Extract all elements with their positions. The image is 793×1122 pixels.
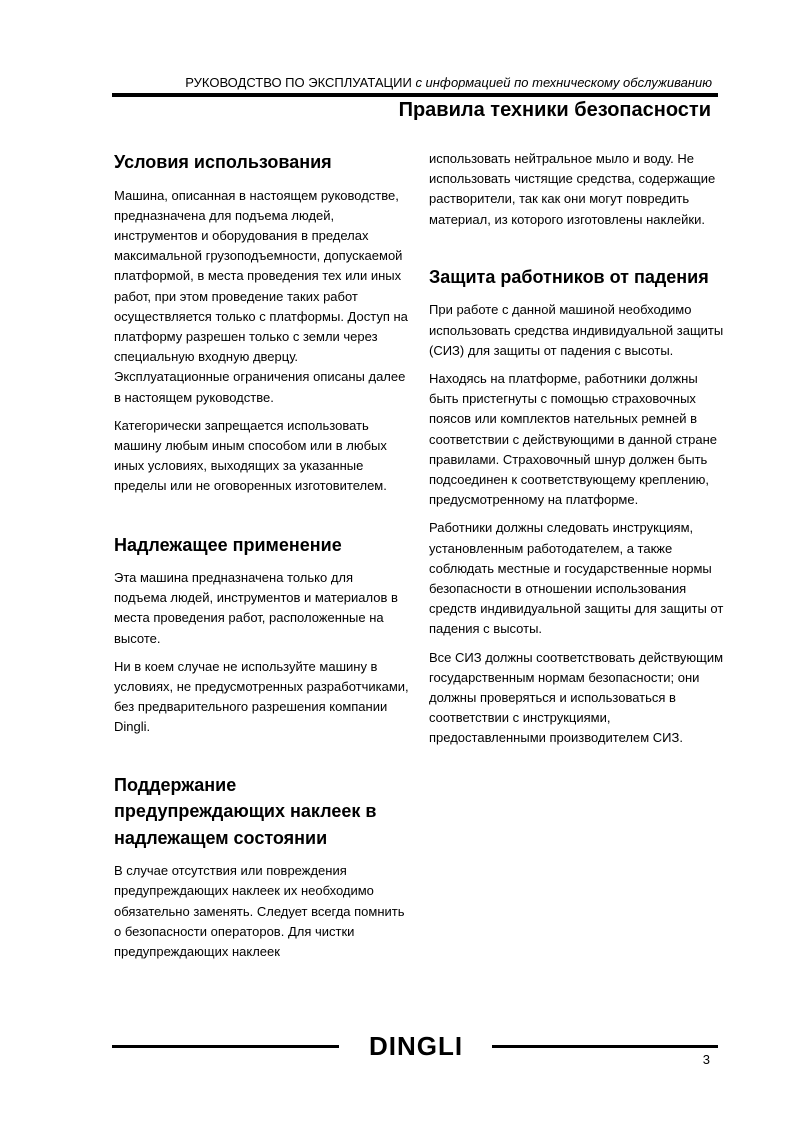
running-header-title: РУКОВОДСТВО ПО ЭКСПЛУАТАЦИИ: [185, 75, 412, 90]
fall-protection-paragraph-3: Работники должны следовать инструкциям, установленным работодателем, а также соблюдать местные и государственные нормы безопасности в отношении использования средств индивидуальной защиты для защиты от падения с высоты.: [429, 520, 724, 637]
usage-heading: Условия использования: [114, 152, 332, 172]
fall-protection-paragraph-4: Все СИЗ должны соответствовать действующим государственным нормам безопасности; они должны проверяться и использоваться в соответствии с инструкциями, предоставленными производителем СИЗ.: [429, 649, 724, 746]
proper-use-paragraph-2: Ни в коем случае не используйте машину в условиях, не предусмотренных разработчиками, без предварительного разрешения компании Dingli.: [114, 658, 409, 735]
proper-use-heading: Надлежащее применение: [114, 534, 342, 555]
decals-paragraph-1: В случае отсутствия или повреждения предупреждающих наклеек их необходимо обязательно заменять. Следует всегда помнить о безопасности операторов. Для чистки предупреждающих наклеек: [114, 863, 405, 959]
left-column: [114, 149, 409, 970]
page-title: Правила техники безопасности: [398, 99, 711, 121]
running-header: [112, 75, 712, 91]
fall-protection-heading: Защита работников от падения: [429, 266, 709, 287]
proper-use-paragraph-1: Эта машина предназначена только для подъема людей, инструментов и материалов в места проведения работ, расположенные на высоте.: [114, 570, 398, 646]
decals-continued-paragraph: использовать нейтральное мыло и воду. Не использовать чистящие средства, содержащие растворители, так как они могут повредить материал, из которого изготовлены наклейки.: [429, 151, 716, 227]
right-column: [429, 149, 727, 757]
dingli-logo: DINGLI: [368, 1031, 464, 1061]
running-header-subtitle: с информацией по техническому обслуживанию: [415, 75, 712, 90]
decals-heading: Поддержание предупреждающих наклеек в надлежащем состоянии: [114, 774, 377, 848]
footer-rule-left: [112, 1045, 339, 1048]
footer-rule-right: [492, 1045, 718, 1048]
fall-protection-paragraph-2: Находясь на платформе, работники должны быть пристегнуты с помощью страховочных поясов или комплектов нательных ремней в соответствии с действующими в данной стране правилами. Страховочный шнур должен быть подсоединен к соответствующему креплению, предусмотренному на платформе.: [429, 370, 718, 508]
page-number: 3: [702, 1052, 710, 1067]
usage-paragraph-2: Категорически запрещается использовать машину любым иным способом или в любых иных условиях, выходящих за указанные пределы или не оговоренных изготовителем.: [114, 417, 387, 494]
fall-protection-paragraph-1: При работе с данной машиной необходимо использовать средства индивидуальной защиты (СИЗ) для защиты от падения с высоты.: [429, 302, 724, 358]
usage-paragraph-1: Машина, описанная в настоящем руководстве, предназначена для подъема людей, инструментов и оборудования в пределах максимальной грузоподъемности, допускаемой платформой, в места проведения тех или иных работ, при этом проведение таких работ осуществляется только с платформы. Доступ на платформу разрешен только с земли через специальную входную дверцу. Эксплуатационные ограничения описаны далее в настоящем руководстве.: [114, 187, 408, 405]
